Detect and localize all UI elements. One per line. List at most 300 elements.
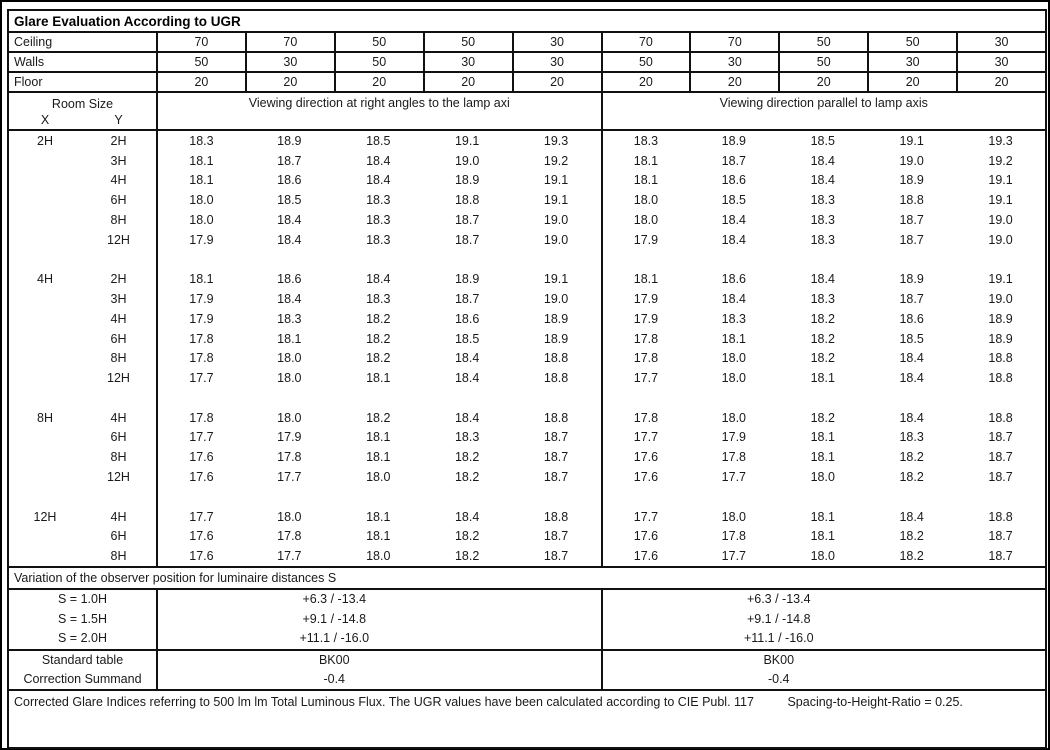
ugr-value-cell: 17.6 [601, 447, 690, 467]
ugr-value-cell: 19.0 [988, 292, 1013, 307]
ugr-value-cell: 18.4 [899, 509, 924, 524]
ugr-value-cell [512, 388, 601, 408]
ugr-value-cell: 18.1 [366, 509, 391, 524]
surface-value: 20 [512, 73, 601, 91]
ugr-value-cell: 18.0 [277, 410, 302, 425]
surface-value: 20 [689, 73, 778, 91]
surface-value: 50 [334, 53, 423, 71]
ugr-value-cell: 18.0 [277, 509, 302, 524]
ugr-value-cell: 18.5 [366, 133, 391, 148]
ugr-value-cell: 18.3 [277, 311, 302, 326]
surface-value: 70 [689, 33, 778, 51]
ugr-value-cell [601, 388, 690, 408]
ugr-value-cell: 18.9 [988, 311, 1013, 326]
ugr-row [9, 171, 1045, 191]
ugr-value-cell: 18.4 [899, 410, 924, 425]
surface-label: Ceiling [14, 35, 53, 49]
surface-value: 70 [156, 33, 245, 51]
room-x-cell [9, 388, 81, 408]
ugr-value-cell: 18.5 [810, 133, 835, 148]
ugr-value-cell: 18.8 [988, 410, 1013, 425]
ugr-value-cell: 18.0 [721, 509, 747, 524]
ugr-row [9, 447, 1045, 467]
ugr-value-cell: 18.2 [366, 351, 391, 366]
ugr-value-cell: 18.8 [543, 509, 569, 524]
ugr-value-cell: 18.1 [810, 430, 835, 445]
ugr-value-cell [689, 487, 778, 507]
ugr-value-cell: 18.8 [988, 509, 1013, 524]
ugr-value-cell [423, 388, 512, 408]
ugr-value-cell: 18.7 [454, 212, 480, 227]
ugr-value-cell: 17.9 [156, 289, 245, 309]
ugr-value-cell: 18.2 [899, 450, 924, 465]
ugr-value-cell: 18.4 [454, 410, 480, 425]
surface-value: 70 [601, 33, 690, 51]
ugr-value-cell: 18.4 [454, 509, 480, 524]
ugr-row [9, 546, 1045, 566]
ugr-value-cell: 18.1 [366, 529, 391, 544]
box-right-value: +6.3 / -13.4 [746, 592, 811, 607]
ugr-value-cell: 19.1 [988, 173, 1013, 188]
ugr-value-cell: 18.0 [601, 190, 690, 210]
box-label: Correction Summand [23, 672, 142, 686]
ugr-value-cell: 17.9 [156, 230, 245, 250]
ugr-row [9, 210, 1045, 230]
viewing-direction-right-header: Viewing direction parallel to lamp axis [601, 93, 1046, 129]
ugr-value-cell: 18.2 [810, 331, 835, 346]
room-x-cell [9, 210, 81, 230]
ugr-value-cell: 18.6 [277, 173, 302, 188]
ugr-value-cell: 18.3 [156, 131, 245, 151]
room-x-cell: 8H [37, 410, 53, 425]
ugr-value-cell: 17.7 [721, 549, 747, 564]
ugr-value-cell: 17.7 [277, 549, 302, 564]
surface-value: 20 [156, 73, 245, 91]
room-y-cell [81, 250, 156, 270]
ugr-value-cell: 18.5 [277, 193, 302, 208]
ugr-row [9, 368, 1045, 388]
ugr-value-cell: 18.7 [543, 450, 569, 465]
ugr-value-cell: 18.7 [277, 153, 302, 168]
ugr-value-cell [601, 487, 690, 507]
surface-value: 50 [601, 53, 690, 71]
ugr-value-cell: 18.8 [899, 193, 924, 208]
ugr-gap-row [9, 388, 1045, 408]
box-right-value: BK00 [763, 653, 795, 667]
room-y-cell: 2H [110, 133, 127, 148]
ugr-row [9, 309, 1045, 329]
room-y-cell: 12H [107, 470, 130, 485]
ugr-value-cell [867, 250, 956, 270]
ugr-value-cell: 18.9 [454, 272, 480, 287]
viewing-direction-left-header: Viewing direction at right angles to the lamp axi [156, 93, 601, 129]
ugr-value-cell: 17.8 [721, 450, 747, 465]
ugr-value-cell [245, 388, 334, 408]
room-y-cell: 12H [107, 371, 130, 386]
surface-label: Floor [14, 75, 43, 89]
surface-rows [9, 33, 1045, 93]
surface-value: 20 [867, 73, 956, 91]
room-y-cell: 4H [110, 173, 127, 188]
ugr-value-cell: 18.4 [810, 173, 835, 188]
ugr-value-cell: 18.7 [988, 470, 1013, 485]
ugr-value-cell: 17.7 [601, 507, 690, 527]
ugr-value-cell [423, 250, 512, 270]
ugr-value-cell: 18.3 [601, 131, 690, 151]
room-y-cell: 4H [110, 509, 127, 524]
box-left-column [156, 590, 601, 649]
ugr-value-cell: 18.0 [366, 549, 391, 564]
x-axis-label: X [40, 113, 50, 127]
ugr-value-cell: 17.7 [601, 428, 690, 448]
ugr-value-cell: 18.2 [899, 529, 924, 544]
ugr-value-cell [245, 487, 334, 507]
ugr-value-cell: 19.0 [988, 232, 1013, 247]
surface-value: 30 [956, 33, 1045, 51]
box-right-column [601, 590, 1046, 649]
room-size-label: Room Size [51, 97, 114, 111]
ugr-value-cell: 18.9 [543, 311, 569, 326]
ugr-value-cell: 18.2 [810, 351, 835, 366]
surface-value: 50 [867, 33, 956, 51]
room-x-cell [9, 349, 81, 369]
ugr-value-cell: 18.4 [366, 173, 391, 188]
room-y-cell: 6H [110, 430, 127, 445]
ugr-value-cell: 18.3 [810, 232, 835, 247]
ugr-value-cell: 18.6 [899, 311, 924, 326]
ugr-value-cell [778, 487, 867, 507]
ugr-value-cell: 18.0 [721, 351, 747, 366]
ugr-value-cell [778, 250, 867, 270]
surface-value: 30 [867, 53, 956, 71]
ugr-value-cell: 18.0 [366, 470, 391, 485]
ugr-value-cell: 18.7 [543, 549, 569, 564]
ugr-value-cell [689, 250, 778, 270]
ugr-value-cell: 17.6 [156, 447, 245, 467]
ugr-value-cell: 19.0 [543, 232, 569, 247]
room-x-cell [9, 526, 81, 546]
ugr-value-cell: 17.9 [601, 309, 690, 329]
room-x-cell [9, 171, 81, 191]
ugr-value-cell: 19.2 [543, 153, 569, 168]
ugr-value-cell: 17.6 [156, 546, 245, 566]
box-label-column [9, 651, 156, 689]
spacing-height-ratio: Spacing-to-Height-Ratio = 0.25. [787, 695, 963, 709]
ugr-value-cell: 18.6 [277, 272, 302, 287]
ugr-value-cell: 17.6 [601, 546, 690, 566]
room-x-cell [9, 329, 81, 349]
ugr-value-cell: 18.1 [810, 450, 835, 465]
ugr-value-cell: 18.3 [366, 232, 391, 247]
room-x-cell: 4H [37, 272, 53, 287]
ugr-value-cell: 17.6 [601, 467, 690, 487]
ugr-value-cell: 19.1 [899, 133, 924, 148]
ugr-value-cell: 18.1 [156, 151, 245, 171]
ugr-value-cell: 17.8 [721, 529, 747, 544]
ugr-value-cell [156, 250, 245, 270]
surface-row [9, 53, 1045, 73]
ugr-value-cell: 18.7 [988, 549, 1013, 564]
ugr-value-cell [156, 487, 245, 507]
ugr-value-cell: 18.2 [454, 450, 480, 465]
surface-value: 30 [512, 33, 601, 51]
ugr-value-cell: 18.2 [454, 470, 480, 485]
room-y-cell: 8H [110, 549, 127, 564]
ugr-value-cell: 18.8 [988, 351, 1013, 366]
box-right-value: -0.4 [767, 672, 790, 686]
ugr-value-cell: 18.0 [810, 470, 835, 485]
surface-value: 50 [423, 33, 512, 51]
box-left-value: +9.1 / -14.8 [302, 611, 367, 626]
ugr-value-cell: 18.3 [810, 292, 835, 307]
ugr-value-cell: 19.0 [543, 292, 569, 307]
surface-value: 50 [778, 33, 867, 51]
box-right-column [601, 651, 1046, 689]
ugr-value-cell: 18.4 [810, 153, 835, 168]
surface-value: 30 [423, 53, 512, 71]
room-y-cell: 2H [110, 272, 127, 287]
room-x-cell [9, 190, 81, 210]
room-y-cell: 3H [110, 292, 127, 307]
ugr-value-cell: 17.8 [601, 408, 690, 428]
ugr-value-cell [156, 388, 245, 408]
ugr-value-cell: 17.8 [277, 450, 302, 465]
ugr-value-cell: 18.7 [454, 292, 480, 307]
box-right-value: +9.1 / -14.8 [746, 611, 811, 626]
ugr-value-cell: 18.2 [366, 331, 391, 346]
surface-row [9, 73, 1045, 93]
ugr-value-cell: 18.1 [601, 269, 690, 289]
ugr-value-cell: 18.3 [810, 193, 835, 208]
ugr-value-cell: 18.7 [543, 529, 569, 544]
ugr-value-cell: 18.5 [721, 193, 747, 208]
ugr-value-cell: 19.2 [988, 153, 1013, 168]
s-variation-box [9, 590, 1045, 651]
room-x-cell: 2H [37, 133, 53, 148]
ugr-value-cell: 18.0 [601, 210, 690, 230]
ugr-value-cell: 18.7 [721, 153, 747, 168]
ugr-value-cell: 18.6 [721, 173, 747, 188]
room-y-cell: 3H [110, 153, 127, 168]
ugr-value-cell: 18.1 [810, 529, 835, 544]
ugr-value-cell: 18.4 [899, 351, 924, 366]
ugr-value-cell: 18.6 [454, 311, 480, 326]
ugr-row [9, 349, 1045, 369]
ugr-value-cell: 18.4 [810, 272, 835, 287]
ugr-value-cell: 18.1 [366, 371, 391, 386]
ugr-value-cell: 17.7 [721, 470, 747, 485]
surface-value: 50 [778, 53, 867, 71]
ugr-value-cell: 18.0 [156, 210, 245, 230]
room-x-cell [9, 368, 81, 388]
ugr-value-cell: 19.1 [543, 193, 569, 208]
ugr-value-cell: 18.4 [721, 232, 747, 247]
ugr-value-cell: 18.4 [899, 371, 924, 386]
summary-box [9, 651, 1045, 691]
ugr-value-cell: 18.3 [899, 430, 924, 445]
footer-text: Corrected Glare Indices referring to 500 lm lm Total Luminous Flux. The UGR values have been calculated according to CIE Publ. 117 [14, 695, 754, 709]
ugr-value-cell [601, 250, 690, 270]
ugr-value-cell: 17.8 [156, 408, 245, 428]
ugr-value-cell: 17.6 [601, 526, 690, 546]
room-y-cell: 6H [110, 529, 127, 544]
ugr-value-cell: 18.9 [454, 173, 480, 188]
surface-value: 20 [334, 73, 423, 91]
room-y-cell: 4H [110, 311, 127, 326]
ugr-value-cell: 17.7 [156, 507, 245, 527]
y-axis-label: Y [114, 113, 123, 127]
box-left-value: +11.1 / -16.0 [299, 631, 370, 646]
ugr-value-cell: 18.4 [454, 371, 480, 386]
ugr-value-cell: 18.2 [454, 549, 480, 564]
ugr-value-cell: 18.0 [810, 549, 835, 564]
ugr-row [9, 151, 1045, 171]
ugr-value-cell: 18.9 [543, 331, 569, 346]
ugr-value-cell [334, 487, 423, 507]
ugr-value-cell: 18.7 [988, 529, 1013, 544]
ugr-value-cell: 18.1 [366, 450, 391, 465]
ugr-value-cell: 18.5 [899, 331, 924, 346]
room-y-cell: 8H [110, 212, 127, 227]
box-label: S = 1.0H [58, 592, 107, 607]
ugr-value-cell: 19.0 [899, 153, 924, 168]
ugr-value-cell: 18.4 [721, 292, 747, 307]
ugr-value-cell: 19.1 [454, 133, 480, 148]
ugr-value-cell: 17.7 [156, 428, 245, 448]
ugr-value-cell: 18.3 [454, 430, 480, 445]
room-x-cell [9, 309, 81, 329]
ugr-value-cell: 18.3 [366, 212, 391, 227]
room-y-cell: 8H [110, 351, 127, 366]
ugr-value-cell: 18.2 [810, 311, 835, 326]
room-y-cell: 6H [110, 193, 127, 208]
ugr-value-cell [512, 250, 601, 270]
ugr-value-cell: 18.7 [899, 292, 924, 307]
ugr-gap-row [9, 250, 1045, 270]
ugr-value-cell [245, 250, 334, 270]
ugr-value-cell: 18.3 [810, 212, 835, 227]
box-label: Standard table [41, 653, 124, 667]
ugr-row [9, 467, 1045, 487]
room-y-cell: 8H [110, 450, 127, 465]
ugr-value-cell [423, 487, 512, 507]
ugr-value-cell: 18.5 [454, 331, 480, 346]
ugr-value-cell: 18.7 [988, 450, 1013, 465]
ugr-row [9, 526, 1045, 546]
ugr-value-cell: 18.3 [366, 193, 391, 208]
ugr-value-cell: 18.1 [721, 331, 747, 346]
ugr-table [7, 9, 1047, 749]
ugr-value-cell: 18.1 [156, 171, 245, 191]
ugr-value-cell: 18.7 [899, 212, 924, 227]
room-x-cell [9, 289, 81, 309]
ugr-row [9, 230, 1045, 250]
box-left-value: BK00 [318, 653, 350, 667]
room-x-cell [9, 230, 81, 250]
ugr-value-cell: 18.1 [366, 430, 391, 445]
ugr-value-cell: 17.9 [721, 430, 747, 445]
room-y-cell: 6H [110, 331, 127, 346]
box-right-value: +11.1 / -16.0 [743, 631, 814, 646]
surface-value: 50 [156, 53, 245, 71]
ugr-value-cell: 17.8 [601, 329, 690, 349]
ugr-value-cell: 17.7 [601, 368, 690, 388]
box-left-value: +6.3 / -13.4 [302, 592, 367, 607]
ugr-value-cell: 17.7 [156, 368, 245, 388]
ugr-value-cell: 18.7 [454, 232, 480, 247]
room-x-cell [9, 250, 81, 270]
ugr-value-cell: 18.2 [454, 529, 480, 544]
variation-section-header: Variation of the observer position for luminaire distances S [9, 568, 1045, 590]
surface-value: 30 [956, 53, 1045, 71]
ugr-value-cell: 17.8 [156, 349, 245, 369]
surface-value: 50 [334, 33, 423, 51]
surface-value: 20 [245, 73, 334, 91]
ugr-value-cell: 17.6 [156, 467, 245, 487]
ugr-value-cell: 17.6 [156, 526, 245, 546]
ugr-value-cell: 19.0 [988, 212, 1013, 227]
surface-value: 20 [601, 73, 690, 91]
ugr-value-cell: 18.0 [721, 410, 747, 425]
room-x-cell: 12H [33, 509, 57, 524]
ugr-value-cell [334, 388, 423, 408]
room-y-cell: 12H [107, 232, 130, 247]
ugr-value-cell: 17.7 [277, 470, 302, 485]
surface-value: 20 [423, 73, 512, 91]
ugr-value-cell: 17.9 [601, 230, 690, 250]
ugr-value-cell: 17.9 [277, 430, 302, 445]
ugr-value-cell [334, 250, 423, 270]
ugr-value-cell: 18.0 [277, 371, 302, 386]
room-x-cell [9, 428, 81, 448]
ugr-value-cell: 17.9 [601, 289, 690, 309]
room-size-axes [9, 112, 156, 128]
ugr-value-cell: 18.8 [543, 410, 569, 425]
ugr-value-cell: 18.1 [601, 151, 690, 171]
ugr-value-cell [956, 250, 1045, 270]
ugr-value-cell: 18.2 [899, 470, 924, 485]
ugr-row [9, 269, 1045, 289]
ugr-value-cell: 19.3 [988, 133, 1013, 148]
ugr-value-cell: 19.1 [543, 173, 569, 188]
ugr-value-cell: 18.0 [156, 190, 245, 210]
room-y-cell: 4H [110, 410, 127, 425]
ugr-value-cell: 18.9 [988, 331, 1013, 346]
room-x-cell [9, 151, 81, 171]
box-label: S = 1.5H [58, 611, 107, 626]
room-x-cell [9, 546, 81, 566]
room-x-cell [9, 487, 81, 507]
ugr-value-cell [778, 388, 867, 408]
ugr-row [9, 289, 1045, 309]
ugr-value-cell: 19.0 [543, 212, 569, 227]
room-y-cell [81, 388, 156, 408]
ugr-value-cell: 18.4 [721, 212, 747, 227]
ugr-value-cell: 18.7 [988, 430, 1013, 445]
ugr-value-cell: 18.9 [277, 133, 302, 148]
ugr-value-cell: 18.2 [366, 311, 391, 326]
ugr-value-cell: 18.4 [366, 272, 391, 287]
ugr-value-cell [867, 388, 956, 408]
room-x-cell [9, 447, 81, 467]
ugr-data-grid [9, 131, 1045, 568]
surface-row [9, 33, 1045, 53]
room-x-cell [9, 467, 81, 487]
box-left-value: -0.4 [323, 672, 346, 686]
surface-value: 30 [689, 53, 778, 71]
ugr-value-cell: 19.3 [543, 133, 569, 148]
ugr-value-cell: 17.8 [156, 329, 245, 349]
